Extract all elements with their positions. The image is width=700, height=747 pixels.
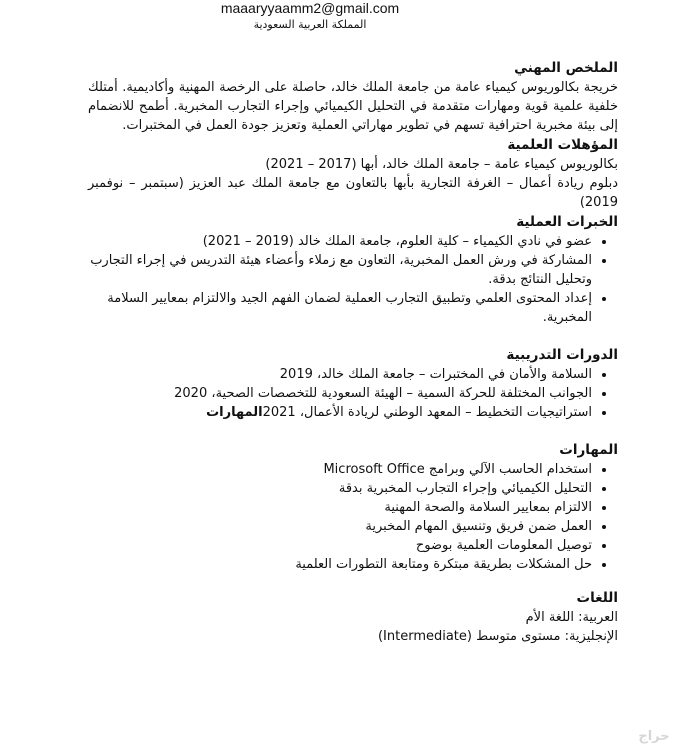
language-item: الإنجليزية: مستوى متوسط (Intermediate)	[377, 629, 618, 644]
country: المملكة العربية السعودية	[253, 18, 367, 31]
skill-item: • حل المشكلات بطريقة مبتكرة ومتابعة التطورات العلمية	[88, 555, 592, 574]
email-address: maaaryyaamm2@gmail.com	[220, 0, 400, 16]
courses-heading: الدورات التدريبية	[506, 347, 618, 363]
summary-heading: الملخص المهني	[514, 60, 618, 76]
experience-item: • عضو في نادي الكيمياء – كلية العلوم، جامعة الملك خالد (2019 – 2021)	[88, 232, 592, 251]
course-item: • الجوانب المختلفة للحركة السمية – الهيئة السعودية للتخصصات الصحية، 2020	[88, 384, 592, 403]
languages-heading: اللغات	[576, 590, 618, 606]
stray-skills-label: المهارات	[206, 405, 263, 420]
skill-item: • العمل ضمن فريق وتنسيق المهام المخبرية	[88, 517, 592, 536]
skill-item: • استخدام الحاسب الآلي وبرامج Microsoft Office	[88, 460, 592, 479]
qualifications-heading: المؤهلات العلمية	[507, 137, 618, 153]
experience-list	[88, 232, 618, 327]
language-item: العربية: اللغة الأم	[525, 610, 618, 625]
course-item: • السلامة والأمان في المختبرات – جامعة الملك خالد، 2019	[88, 365, 592, 384]
qualification-item: بكالوريوس كيمياء عامة – جامعة الملك خالد، أبها (2017 – 2021)	[265, 157, 618, 172]
summary-text: خريجة بكالوريوس كيمياء عامة من جامعة الملك خالد، حاصلة على الرخصة المهنية وأكاديمية. أمتلك خلفية علمية قوية ومهارات متقدمة في التحليل الكيميائي وإجراء التجارب المخبرية. أطمح للانضمام إلى بيئة مخبرية احترافية تسهم في تطوير مهاراتي العملية وتعزيز جودة العمل في المختبرات.	[88, 80, 618, 133]
skill-item: • توصيل المعلومات العلمية بوضوح	[88, 536, 592, 555]
experience-item: • المشاركة في ورش العمل المخبرية، التعاون مع زملاء وأعضاء هيئة التدريس في إجراء التجارب وتحليل النتائج بدقة.	[88, 251, 592, 289]
skill-item: • التحليل الكيميائي وإجراء التجارب المخبرية بدقة	[88, 479, 592, 498]
cv-content	[88, 58, 618, 646]
courses-list	[88, 365, 618, 422]
qualification-item: دبلوم ريادة أعمال – الغرفة التجارية بأبها بالتعاون مع جامعة الملك عبد العزيز (سبتمبر – نوفمبر 2019)	[88, 176, 618, 210]
skill-item: • الالتزام بمعايير السلامة والصحة المهنية	[88, 498, 592, 517]
course-item	[88, 403, 592, 422]
skills-heading: المهارات	[559, 442, 618, 458]
experience-heading: الخبرات العملية	[516, 214, 618, 230]
skills-list	[88, 460, 618, 574]
watermark-logo: حراج	[638, 729, 670, 744]
experience-item: • إعداد المحتوى العلمي وتطبيق التجارب العملية لضمان الفهم الجيد والالتزام بمعايير السلامة المخبرية.	[88, 289, 592, 327]
course-text: استراتيجيات التخطيط – المعهد الوطني لريادة الأعمال، 2021	[262, 405, 592, 420]
